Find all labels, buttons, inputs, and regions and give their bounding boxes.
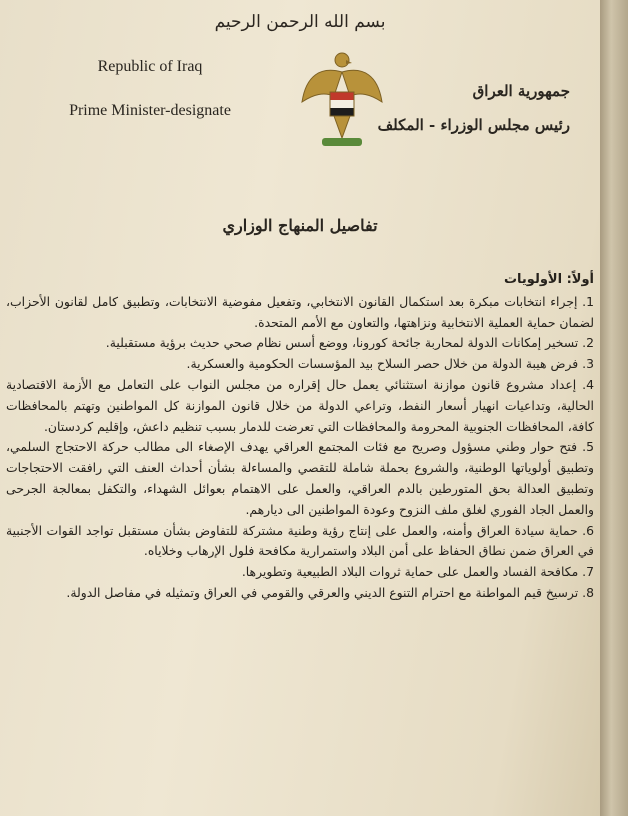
document-body <box>6 270 594 604</box>
list-item: 6. حماية سيادة العراق وأمنه، والعمل على إنتاج رؤية وطنية مشتركة للتفاوض بشأن مستقبل تواجد القوات الأجنبية في العراق ضمن نطاق الحفاظ على أمن البلاد واستمرارية مكافحة فلول الإرهاب وخلاياه. <box>6 522 594 559</box>
list-item: 4. إعداد مشروع قانون موازنة استثنائي يعمل حال إقراره من مجلس النواب على التعامل مع الأزمة الاقتصادية الحالية، وتداعيات انهيار أسعار النفط، وتراعي الدولة من خلال قانون الموازنة كل المواطنين وتهتم بالمحافظات كافة، المحافظات الجنوبية المحرومة والمحافظات التي تعرضت للدمار بسبب تنظيم داعش، وإقليم كردستان. <box>6 376 594 434</box>
arabic-country-name: جمهورية العراق <box>472 82 570 100</box>
list-item: 3. فرض هيبة الدولة من خلال حصر السلاح بيد المؤسسات الحكومية والعسكرية. <box>186 356 594 372</box>
arabic-office-title: رئيس مجلس الوزراء - المكلف <box>377 116 570 134</box>
list-item: 2. تسخير إمكانات الدولة لمحاربة جائحة كورونا، ووضع أسس نظام صحي حديث برؤية مستقبلية. <box>105 335 594 351</box>
basmala: بسم الله الرحمن الرحيم <box>214 12 386 32</box>
document-title: تفاصيل المنهاج الوزاري <box>222 216 378 235</box>
list-item: 5. فتح حوار وطني مسؤول وصريح مع فئات المجتمع العراقي يهدف الإصغاء الى مطالب حركة الاحتجاج السلمي، وتطبيق أولوياتها الوطنية، والشروع بحملة شاملة للتقصي والمساءلة بشأن أحداث العنف التي رافقت الاحتجاجات وتطبيق العدالة بحق المتورطين بالدم العراقي، والعمل على الاهتمام بعوائل الشهداء، والتكفل بمعالجة الجرحى والعمل الجاد الفوري لغلق ملف النزوح وعودة المواطنين الى ديارهم. <box>6 439 594 517</box>
english-header <box>40 58 260 146</box>
list-item: 8. ترسيخ قيم المواطنة مع احترام التنوع الديني والعرقي والقومي في العراق وتمثيله في مفاصل الدولة. <box>66 584 594 600</box>
list-item: 1. إجراء انتخابات مبكرة بعد استكمال القانون الانتخابي، وتفعيل مفوضية الانتخابات، وتطبيق كامل لقانون الأحزاب، لضمان حماية العملية الانتخابية ونزاهتها، والتعاون مع الأمم المتحدة. <box>6 293 594 330</box>
book-page-edge <box>600 0 628 816</box>
section-heading: أولاً: الأولويات <box>503 272 594 287</box>
arabic-header <box>370 82 570 150</box>
english-office-title: Prime Minister-designate <box>69 102 231 119</box>
list-item: 7. مكافحة الفساد والعمل على حماية ثروات البلاد الطبيعية وتطويرها. <box>241 564 594 580</box>
english-country-name: Republic of Iraq <box>97 58 203 75</box>
